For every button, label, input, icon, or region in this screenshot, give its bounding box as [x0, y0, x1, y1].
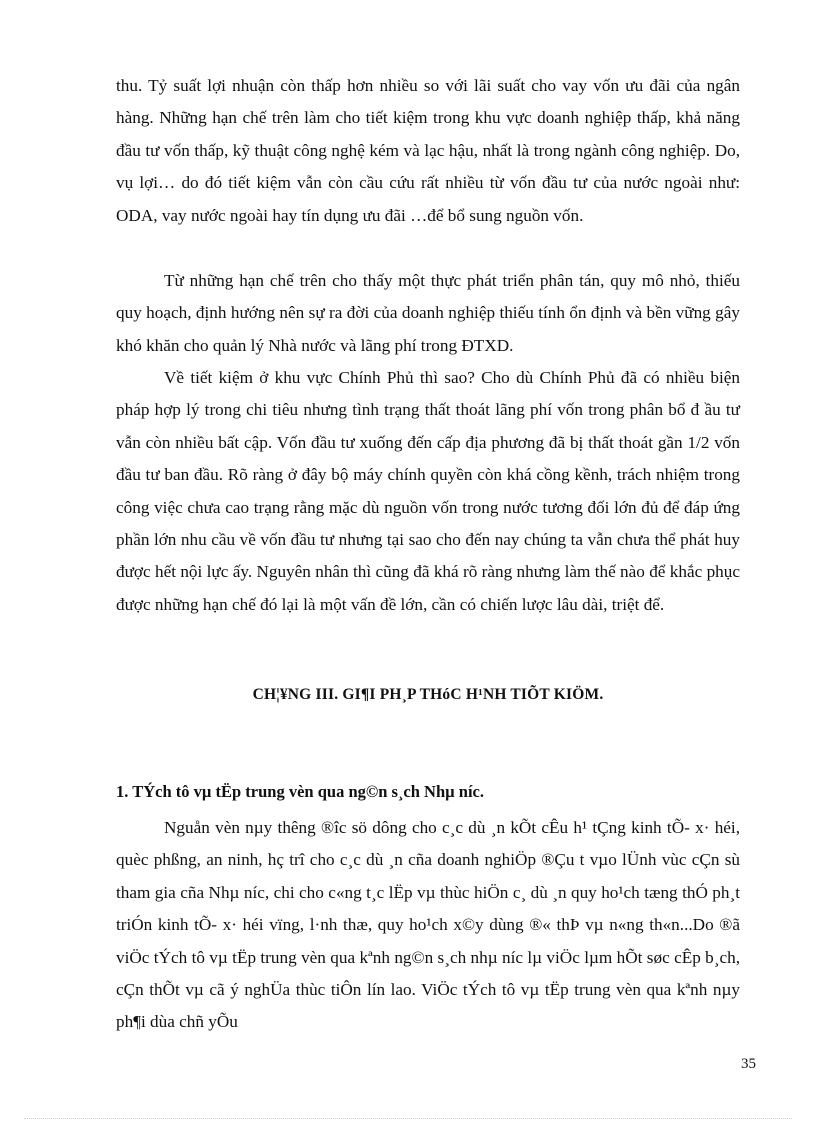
- section-paragraph: Nguån vèn nµy thêng ®îc sö dông cho c¸c dù ¸n kÕt cÊu h¹ tÇng kinh tÕ- x· héi, quèc phßng, an ninh, hç trî cho c¸c dù ¸n cña doanh nghiÖp ®Çu t vµo lÜnh vùc cÇn sù tham gia cña Nhµ níc, chi cho c«ng t¸c lËp vµ thùc hiÖn c¸ dù ¸n quy ho¹ch tæng thÓ ph¸t triÓn kinh tÕ- x· héi vïng, l·nh thæ, quy ho¹ch x©y dùng ®« thÞ vµ n«ng th«n...Do ®ã viÖc tÝch tô vµ tËp trung vèn qua kªnh ng©n s¸ch nhµ níc lµ viÖc lµm hÕt søc cÊp b¸ch, cÇn thÕt vµ cã ý nghÜa thùc tiÔn lín lao. ViÖc tÝch tô vµ tËp trung vèn qua kªnh nµy ph¶i dùa chñ yÕu: [116, 818, 740, 1032]
- chapter-heading: CH¦¥NG III. GI¶I PH¸P THóC H¹NH TIÕT KIÖM.: [252, 686, 604, 703]
- body-paragraph-2: Từ những hạn chế trên cho thấy một thực phát triển phân tán, quy mô nhỏ, thiếu quy hoạch, định hướng nên sự ra đời của doanh nghiệp thiếu tính ổn định và bền vững gây khó khăn cho quản lý Nhà nước và lãng phí trong ĐTXD.: [116, 271, 740, 355]
- body-paragraph-3: Về tiết kiệm ở khu vực Chính Phủ thì sao? Cho dù Chính Phủ đã có nhiều biện pháp hợp lý trong chi tiêu nhưng tình trạng thất thoát lãng phí vốn trong phân bổ đ ầu tư vẫn còn nhiều bất cập. Vốn đầu tư xuống đến cấp địa phương đã bị thất thoát gần 1/2 vốn đầu tư ban đầu. Rõ ràng ở đây bộ máy chính quyền còn khá cồng kềnh, trách nhiệm trong công việc chưa cao trạng rằng mặc dù nguồn vốn trong nước tương đối lớn đủ để đáp ứng phần lớn nhu cầu về vốn đầu tư nhưng tại sao cho đến nay chúng ta vẫn chưa thể phát huy được hết nội lực ấy. Nguyên nhân thì cũng đã khá rõ ràng nhưng làm thế nào để khắc phục được những hạn chế đó lại là một vấn đề lớn, cần có chiến lược lâu dài, triệt để.: [116, 368, 740, 614]
- page-number: 35: [741, 1056, 756, 1072]
- page-bottom-rule: [24, 1118, 792, 1119]
- section-heading: 1. TÝch tô vµ tËp trung vèn qua ng©n s¸ch Nhµ níc.: [116, 782, 484, 801]
- body-paragraph-1: thu. Tỷ suất lợi nhuận còn thấp hơn nhiều so với lãi suất cho vay vốn ưu đãi của ngân hàng. Những hạn chế trên làm cho tiết kiệm trong khu vực doanh nghiệp thấp, khả năng đầu tư vốn thấp, kỹ thuật công nghệ kém và lạc hậu, nhất là trong ngành công nghiệp. Do, vụ lợi… do đó tiết kiệm vẫn còn cầu cứu rất nhiều từ vốn đầu tư của nước ngoài như: ODA, vay nước ngoài hay tín dụng ưu đãi …để bổ sung nguồn vốn.: [116, 76, 740, 225]
